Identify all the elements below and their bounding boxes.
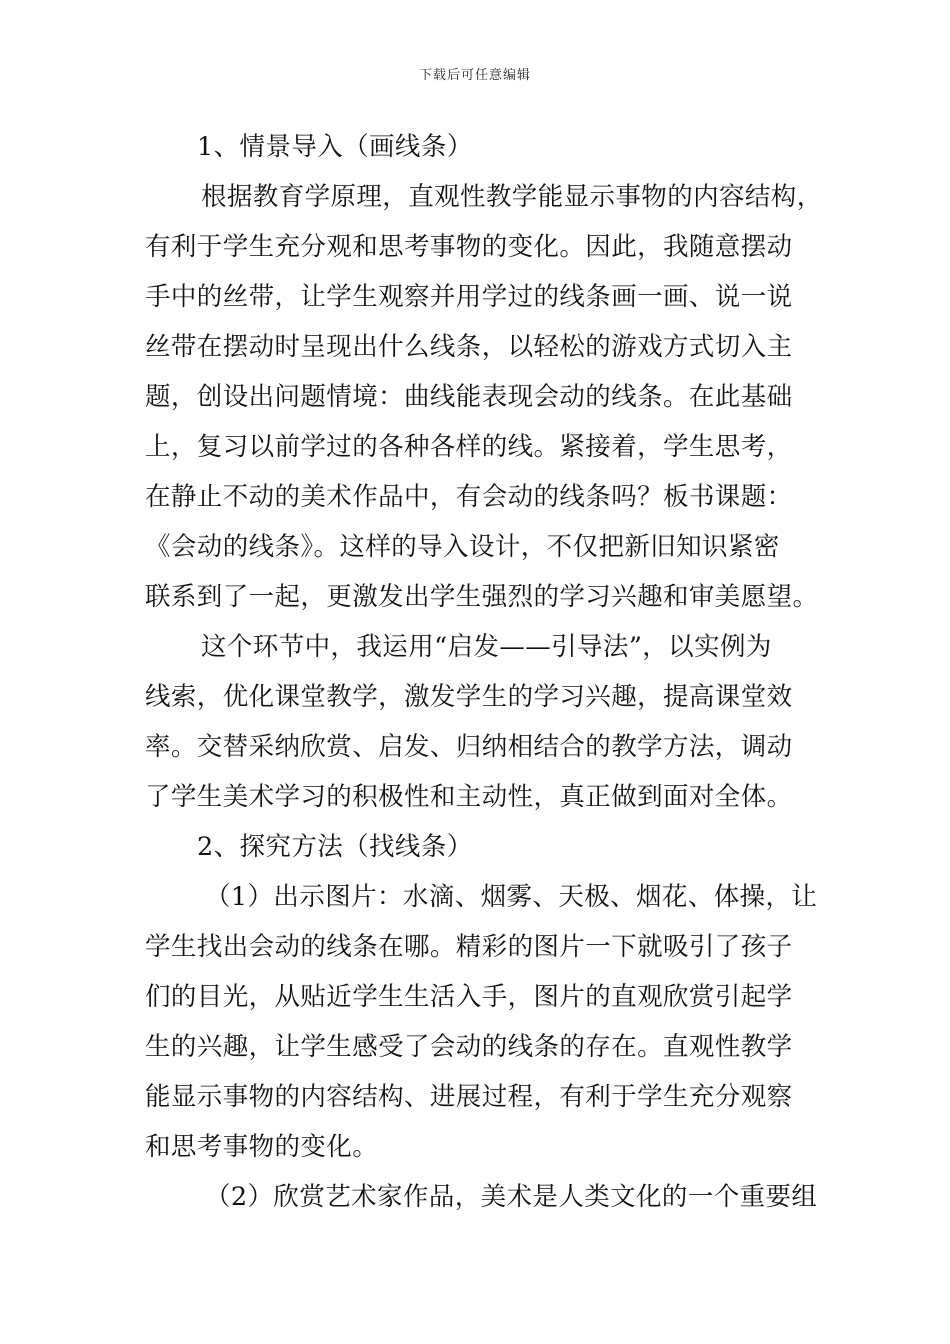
text-line: 丝带在摆动时呈现出什么线条，以轻松的游戏方式切入主	[145, 332, 793, 362]
text-line: 们的目光，从贴近学生生活入手，图片的直观欣赏引起学	[145, 982, 793, 1012]
text-line: 根据教育学原理，直观性教学能显示事物的内容结构，	[201, 182, 823, 212]
text-line: 和思考事物的变化。	[145, 1132, 379, 1162]
page-header-note: 下载后可任意编辑	[418, 68, 531, 83]
section-heading: 2、探究方法（找线条）	[197, 832, 473, 862]
text-line: 线索，优化课堂教学，激发学生的学习兴趣，提高课堂效	[145, 682, 793, 712]
text-line: 生的兴趣，让学生感受了会动的线条的存在。直观性教学	[145, 1032, 793, 1062]
text-line: 能显示事物的内容结构、进展过程，有利于学生充分观察	[145, 1082, 793, 1112]
text-line: 有利于学生充分观和思考事物的变化。因此，我随意摆动	[145, 232, 793, 262]
text-line: 了学生美术学习的积极性和主动性，真正做到面对全体。	[145, 782, 793, 812]
document-body	[145, 122, 823, 1222]
text-line: （2）欣赏艺术家作品，美术是人类文化的一个重要组	[205, 1182, 818, 1212]
text-line: 率。交替采纳欣赏、启发、归纳相结合的教学方法，调动	[145, 732, 793, 762]
paragraph	[145, 622, 813, 822]
text-line: （1）出示图片：水滴、烟雾、天极、烟花、体操，让	[205, 882, 818, 912]
paragraph	[145, 1172, 818, 1222]
text-line: 手中的丝带，让学生观察并用学过的线条画一画、说一说	[145, 282, 793, 312]
text-line: 题，创设出问题情境：曲线能表现会动的线条。在此基础	[145, 382, 793, 412]
text-line: 学生找出会动的线条在哪。精彩的图片一下就吸引了孩子	[145, 932, 793, 962]
text-line: 上，复习以前学过的各种各样的线。紧接着，学生思考，	[145, 432, 793, 462]
text-line: 《会动的线条》。这样的导入设计，不仅把新旧知识紧密	[145, 532, 780, 562]
paragraph	[145, 872, 818, 1172]
section-heading: 1、情景导入（画线条）	[197, 132, 473, 162]
text-line: 这个环节中，我运用“启发——引导法”，以实例为	[201, 632, 772, 662]
text-line: 在静止不动的美术作品中，有会动的线条吗？板书课题：	[145, 482, 793, 512]
paragraph	[145, 172, 823, 622]
text-line: 联系到了一起，更激发出学生强烈的学习兴趣和审美愿望。	[145, 582, 819, 612]
